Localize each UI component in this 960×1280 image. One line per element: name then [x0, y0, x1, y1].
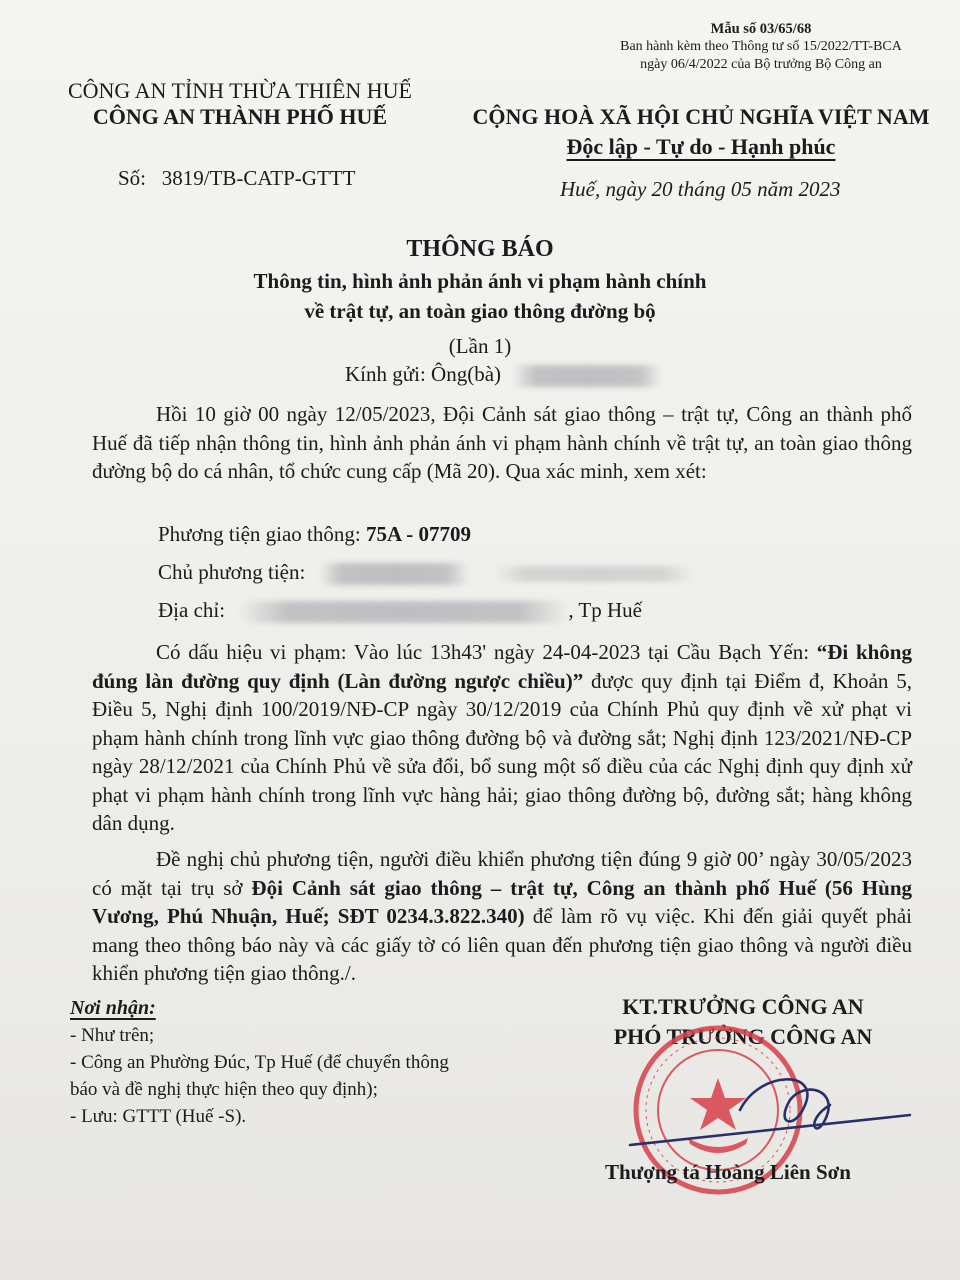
notice-subtitle-1: Thông tin, hình ảnh phản ánh vi phạm hành chính — [253, 269, 707, 293]
address-city: , Tp Huế — [568, 598, 642, 622]
violation-legal-basis: được quy định tại Điểm đ, Khoản 5, Điều 5, Nghị định 100/2019/NĐ-CP ngày 30/12/2019 của Chính Phủ quy định về xử phạt vi phạm hành chính trong lĩnh vực giao thông đường bộ và đường sắt; Nghị định 123/2021/NĐ-CP ngày 28/12/2021 của Chính Phủ về sửa đổi, bổ sung một số điều của các Nghị định quy định xử phạt vi phạm hành chính trong lĩnh vực hàng hải; giao thông đường bộ, đường sắt; hàng không dân dụng. — [92, 668, 912, 835]
signature-title-1: KT.TRƯỞNG CÔNG AN — [622, 994, 864, 1019]
agency-header — [40, 78, 440, 130]
owner-line — [158, 560, 694, 585]
national-header — [466, 102, 936, 162]
recipients-header: Nơi nhận: — [70, 997, 156, 1019]
violation-description: “Đi không đúng làn đường quy định (Làn đường ngược chiều)” — [92, 640, 912, 693]
redacted-recipient-name — [512, 365, 662, 387]
owner-label: Chủ phương tiện: — [158, 560, 306, 584]
title-block — [200, 232, 760, 364]
agency-name: CÔNG AN THÀNH PHỐ HUẾ — [92, 104, 388, 129]
request-instructions: để làm rõ vụ việc. Khi đến giải quyết phải mang theo thông báo này và các giấy tờ có liên quan đến phương tiện giao thông và người điều khiển phương tiện giao thông./. — [92, 904, 912, 985]
document-number — [118, 166, 355, 191]
recipient-label: Kính gửi: Ông(bà) — [345, 362, 502, 386]
vehicle-label: Phương tiện giao thông: — [158, 522, 361, 546]
request-intro: Đề nghị chủ phương tiện, người điều khiển phương tiện đúng 9 giờ 00’ ngày 30/05/2023 có mặt tại trụ sở — [92, 847, 912, 900]
nation-name: CỘNG HOÀ XÃ HỘI CHỦ NGHĨA VIỆT NAM — [472, 104, 930, 129]
notice-subtitle-2: về trật tự, an toàn giao thông đường bộ — [304, 299, 656, 323]
handwritten-signature — [590, 1050, 930, 1170]
request-office: Đội Cảnh sát giao thông – trật tự, Công an thành phố Huế (56 Hùng Vương, Phú Nhuận, Huế; SĐT 0234.3.822.340) — [92, 875, 913, 928]
recipient-line — [345, 362, 662, 387]
signer-name: Thượng tá Hoàng Liên Sơn — [605, 1160, 851, 1184]
address-label: Địa chỉ: — [158, 598, 226, 622]
form-number: Mẫu số 03/65/68 — [710, 21, 812, 37]
recipient-item-3: - Lưu: GTTT (Huế -S). — [70, 1106, 247, 1127]
signature-title-2: PHÓ TRƯỞNG CÔNG AN — [613, 1024, 873, 1049]
redacted-owner-name — [319, 563, 469, 585]
recipient-item-2-line1: - Công an Phường Đúc, Tp Huế (để chuyển thông — [70, 1052, 449, 1073]
notice-times: (Lần 1) — [448, 334, 512, 358]
form-issued-line2: ngày 06/4/2022 của Bộ trưởng Bộ Công an — [640, 57, 882, 72]
agency-parent: CÔNG AN TỈNH THỪA THIÊN HUẾ — [67, 78, 412, 103]
paragraph-receipt — [92, 400, 912, 486]
recipient-item-1: - Như trên; — [70, 1025, 155, 1046]
form-number-block — [596, 20, 926, 74]
violation-intro: Có dấu hiệu vi phạm: Vào lúc 13h43' ngày 24-04-2023 tại Cầu Bạch Yến: — [156, 640, 810, 664]
paragraph-receipt-text: Hồi 10 giờ 00 ngày 12/05/2023, Đội Cảnh sát giao thông – trật tự, Công an thành phố Huế đã tiếp nhận thông tin, hình ảnh phản ánh vi phạm hành chính về trật tự, an toàn giao thông đường bộ do cá nhân, tổ chức cung cấp (Mã 20). Qua xác minh, xem xét: — [92, 402, 912, 483]
redacted-address — [238, 601, 568, 623]
vehicle-line — [158, 522, 471, 547]
document-number-value: 3819/TB-CATP-GTTT — [161, 166, 356, 190]
paragraph-violation — [92, 638, 912, 838]
vehicle-plate: 75A - 07709 — [365, 522, 471, 546]
nation-motto: Độc lập - Tự do - Hạnh phúc — [566, 134, 836, 159]
paragraph-request — [92, 845, 912, 988]
redacted-bleed-through — [494, 566, 694, 582]
address-line — [158, 598, 642, 623]
document-number-label: Số: — [118, 166, 147, 190]
recipients-block — [70, 995, 449, 1130]
document-date: Huế, ngày 20 tháng 05 năm 2023 — [560, 177, 841, 201]
recipient-item-2-line2: báo và đề nghị thực hiện theo quy định); — [70, 1079, 378, 1100]
form-issued-line1: Ban hành kèm theo Thông tư số 15/2022/TT-BCA — [620, 39, 902, 54]
notice-title: THÔNG BÁO — [406, 236, 554, 262]
